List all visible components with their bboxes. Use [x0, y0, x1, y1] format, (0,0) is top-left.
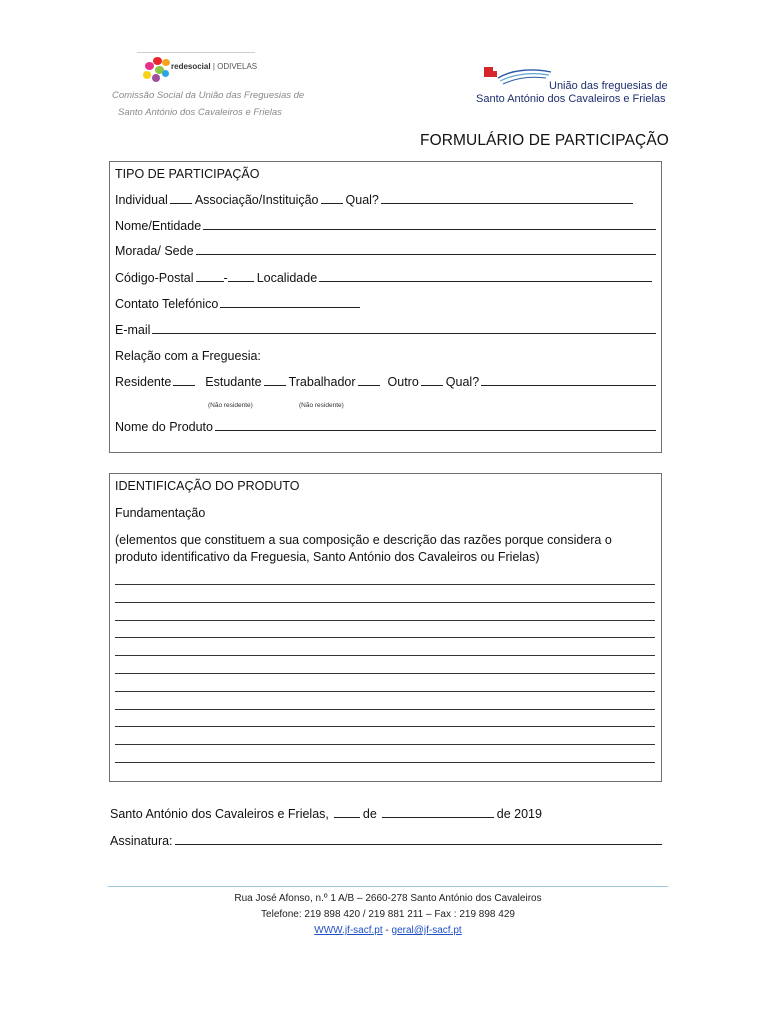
qual-field[interactable]	[381, 203, 633, 204]
uniao-logo-line-2: Santo António dos Cavaleiros e Frielas	[476, 93, 666, 105]
residente-field[interactable]	[173, 385, 195, 386]
signature-field[interactable]	[175, 844, 662, 845]
rede-social-logo-icon	[143, 57, 171, 83]
comissao-line-1: Comissão Social da União das Freguesias de	[112, 90, 305, 101]
morada-field[interactable]	[196, 254, 656, 255]
contato-row: Contato Telefónico	[115, 297, 656, 311]
fundamentacao-label: Fundamentação	[115, 506, 206, 520]
nome-entidade-field[interactable]	[203, 229, 656, 230]
associacao-field[interactable]	[321, 203, 343, 204]
date-day-field[interactable]	[334, 817, 360, 818]
email-field[interactable]	[152, 333, 656, 334]
website-link[interactable]: WWW.jf-sacf.pt	[314, 925, 383, 936]
writing-line	[115, 709, 655, 710]
signature-row: Assinatura:	[110, 834, 662, 848]
writing-line	[115, 584, 655, 585]
date-row: Santo António dos Cavaleiros e Frielas, de de 2019	[110, 807, 542, 821]
codigo-postal-field-2[interactable]	[228, 281, 254, 282]
uniao-logo-line-1: União das freguesias de	[549, 80, 668, 92]
nome-entidade-row: Nome/Entidade	[115, 219, 656, 233]
outro-field[interactable]	[421, 385, 443, 386]
writing-line	[115, 673, 655, 674]
comissao-line-2: Santo António dos Cavaleiros e Frielas	[118, 107, 282, 118]
email-row: E-mail	[115, 323, 656, 337]
writing-line	[115, 762, 655, 763]
relacao-options-row: Residente Estudante Trabalhador Outro Qual?	[115, 375, 656, 389]
product-description-line-2: produto identificativo da Freguesia, Santo António dos Cavaleiros ou Frielas)	[115, 550, 540, 564]
nome-produto-field[interactable]	[215, 430, 656, 431]
footer-phone: Telefone: 219 898 420 / 219 881 211 – Fax : 219 898 429	[261, 909, 515, 920]
date-month-field[interactable]	[382, 817, 494, 818]
participation-type-row: Individual Associação/Instituição Qual?	[115, 193, 656, 207]
uniao-freguesias-logo	[476, 60, 666, 110]
outro-qual-field[interactable]	[481, 385, 656, 386]
email-link[interactable]: geral@jf-sacf.pt	[391, 925, 462, 936]
product-description-line-1: (elementos que constituem a sua composição e descrição das razões porque considera o	[115, 533, 612, 547]
writing-line	[115, 655, 655, 656]
individual-field[interactable]	[170, 203, 192, 204]
uniao-freguesias-emblem-icon	[476, 60, 556, 90]
footer-links	[108, 925, 668, 936]
codigo-postal-field-1[interactable]	[196, 281, 224, 282]
comissao-social-caption	[112, 87, 304, 121]
writing-line	[115, 691, 655, 692]
footer-link-separator: -	[385, 925, 389, 936]
relacao-heading: Relação com a Freguesia:	[115, 349, 261, 363]
trabalhador-field[interactable]	[358, 385, 380, 386]
product-section	[109, 473, 662, 782]
estudante-field[interactable]	[264, 385, 286, 386]
rede-social-logo-text: redesocial | ODIVELAS	[171, 62, 258, 71]
codigo-postal-row: Código-Postal - Localidade	[115, 271, 656, 285]
form-title: FORMULÁRIO DE PARTICIPAÇÃO	[420, 132, 669, 149]
footer-address: Rua José Afonso, n.º 1 A/B – 2660-278 Santo António dos Cavaleiros	[234, 893, 542, 904]
writing-line	[115, 620, 655, 621]
writing-line	[115, 637, 655, 638]
writing-line	[115, 744, 655, 745]
participation-heading: TIPO DE PARTICIPAÇÃO	[115, 167, 260, 181]
estudante-note: (Não residente)	[208, 402, 253, 409]
product-heading: IDENTIFICAÇÃO DO PRODUTO	[115, 479, 300, 493]
rede-social-logo	[137, 52, 259, 82]
fundamentacao-text-area[interactable]	[115, 584, 655, 780]
writing-line	[115, 726, 655, 727]
writing-line	[115, 602, 655, 603]
localidade-field[interactable]	[319, 281, 652, 282]
contato-field[interactable]	[220, 307, 360, 308]
morada-row: Morada/ Sede	[115, 244, 656, 258]
nome-produto-row: Nome do Produto	[115, 420, 656, 434]
participation-section	[109, 161, 662, 453]
trabalhador-note: (Não residente)	[299, 402, 344, 409]
footer-divider	[108, 886, 668, 887]
